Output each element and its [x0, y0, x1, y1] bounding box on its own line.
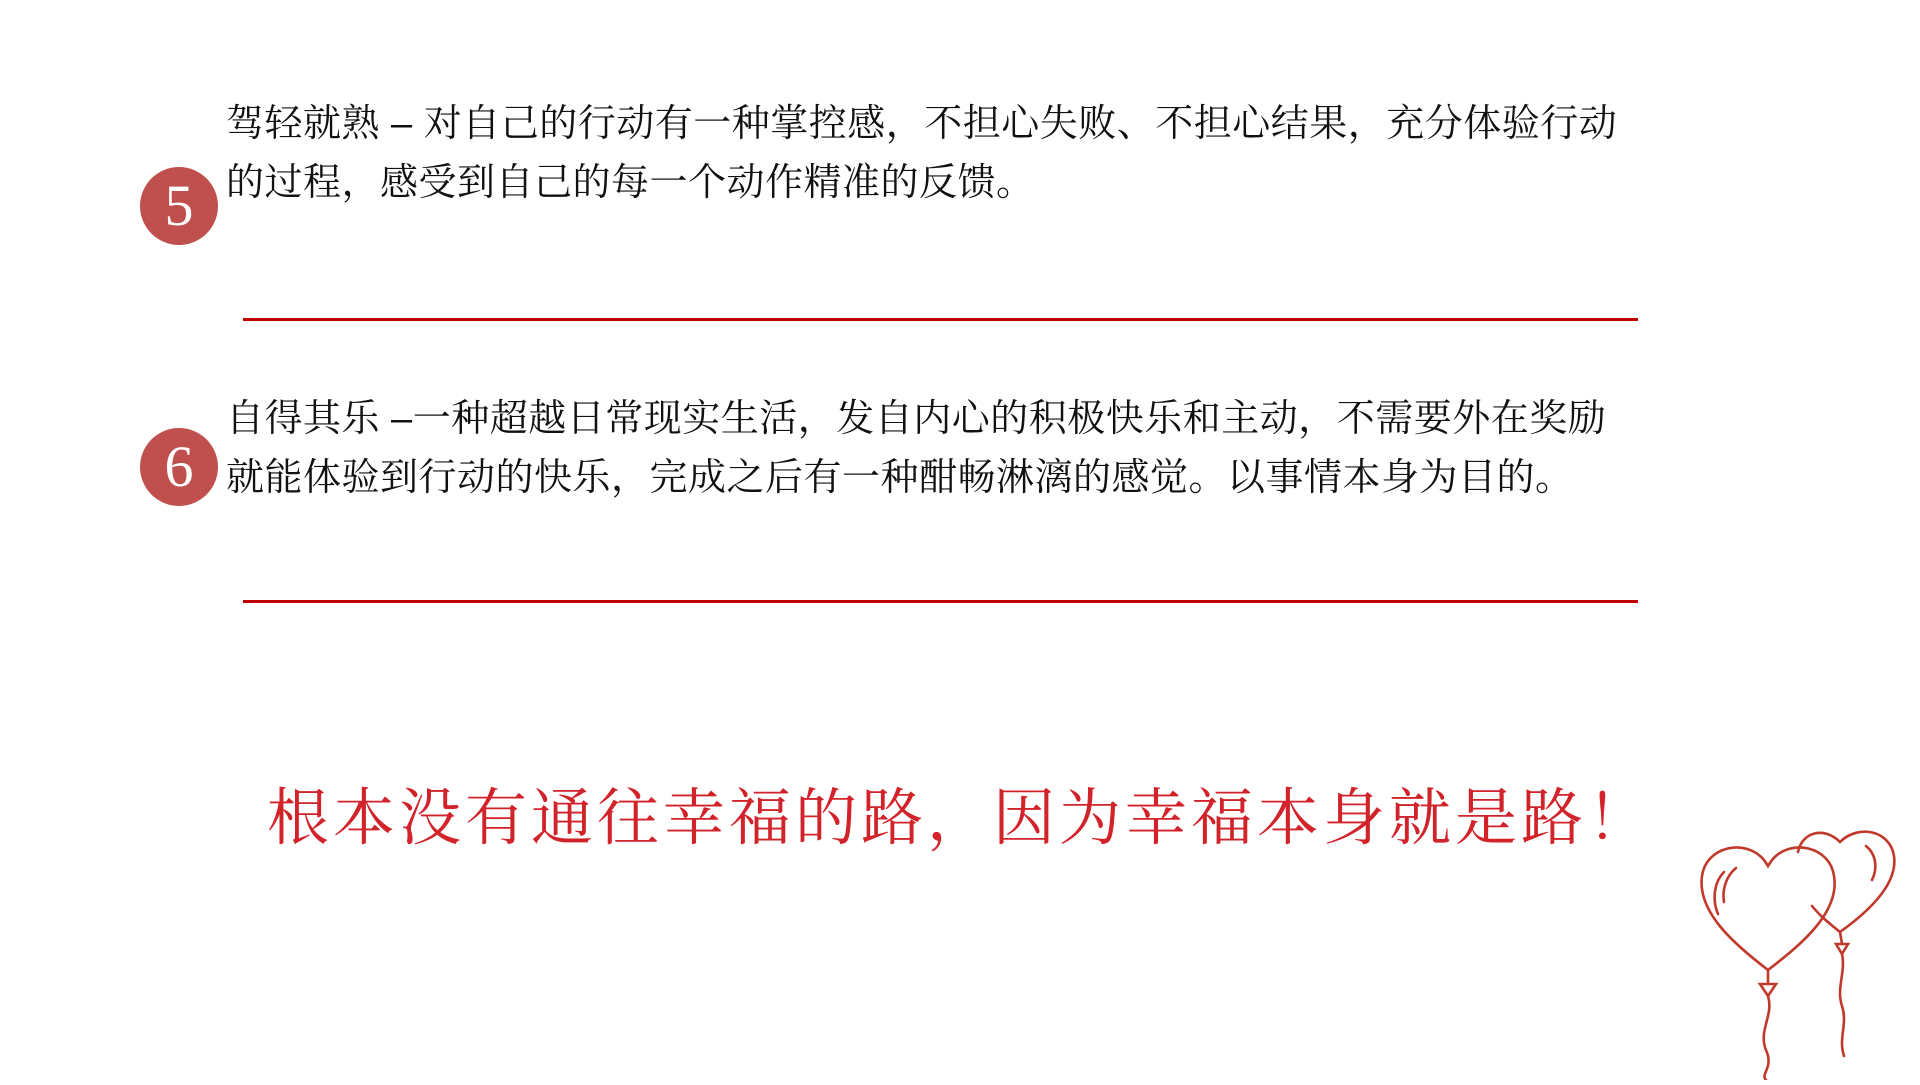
divider-rule-2: [243, 600, 1638, 603]
bullet-number-badge: 6: [140, 428, 218, 506]
balloons-icon: [1690, 820, 1910, 1080]
list-item: [140, 390, 1660, 508]
divider-rule-1: [243, 318, 1638, 321]
list-item-text: 驾轻就熟 – 对自己的行动有一种掌控感，不担心失败、不担心结果，充分体验行动的过程，感受到自己的每一个动作精准的反馈。: [226, 103, 1618, 204]
list-item: [140, 95, 1660, 245]
list-item-text: 自得其乐 –一种超越日常现实生活，发自内心的积极快乐和主动，不需要外在奖励就能体验到行动的快乐，完成之后有一种酣畅淋漓的感觉。以事情本身为目的。: [226, 398, 1607, 499]
closing-quote: 根本没有通往幸福的路，因为幸福本身就是路！: [266, 785, 1653, 853]
bullet-number-badge: 5: [140, 167, 218, 245]
